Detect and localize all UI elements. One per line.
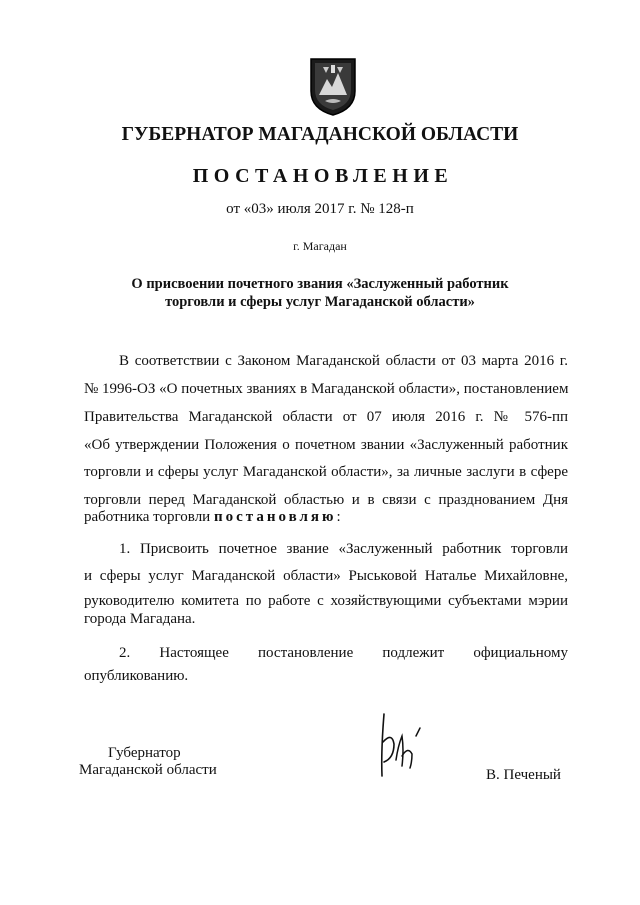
preamble-line: № 1996-ОЗ «О почетных званиях в Магаданской области», постановлением	[84, 381, 569, 397]
item1-line: 1. Присвоить почетное звание «Заслуженный работник торговли	[119, 541, 568, 557]
preamble-line: торговли и сферы услуг Магаданской области», за личные заслуги в сфере	[84, 464, 568, 480]
item1-line: и сферы услуг Магаданской области» Рыськовой Наталье Михайловне,	[84, 568, 568, 584]
preamble-line: В соответствии с Законом Магаданской области от 03 марта 2016 г.	[119, 353, 568, 369]
document-type: ПОСТАНОВЛЕНИЕ	[192, 165, 454, 187]
preamble-last-line	[84, 509, 568, 526]
decree-colon: :	[336, 509, 341, 525]
item1-line: руководителю комитета по работе с хозяйствующими субъектами мэрии	[84, 593, 568, 609]
signer-position-line-1: Губернатор	[108, 745, 181, 761]
subject-line-1: О присвоении почетного звания «Заслуженный работник	[131, 276, 509, 292]
document-date-number: от «03» июля 2017 г. № 128-п	[226, 201, 414, 217]
item1-line: города Магадана.	[84, 611, 196, 627]
subject-line-2: торговли и сферы услуг Магаданской области»	[165, 294, 475, 310]
item2-line: 2. Настоящее постановление подлежит официальному	[119, 645, 568, 661]
preamble-line: торговли перед Магаданской областью и в связи с празднованием Дня	[84, 492, 568, 508]
signer-name: В. Печеный	[486, 767, 561, 783]
preamble-line: Правительства Магаданской области от 07 июля 2016 г. № 576-пп	[84, 409, 568, 425]
signer-position-line-2: Магаданской области	[79, 762, 217, 778]
coat-of-arms-icon	[305, 55, 361, 117]
decree-word: постановляю	[213, 509, 337, 525]
org-title: ГУБЕРНАТОР МАГАДАНСКОЙ ОБЛАСТИ	[121, 124, 519, 145]
item2-line: опубликованию.	[84, 668, 189, 684]
preamble-last-prefix: работника торговли	[84, 509, 214, 525]
document-city: г. Магадан	[293, 239, 347, 253]
preamble-line: «Об утверждении Положения о почетном звании «Заслуженный работник	[84, 437, 568, 453]
handwritten-signature-icon	[372, 706, 430, 786]
